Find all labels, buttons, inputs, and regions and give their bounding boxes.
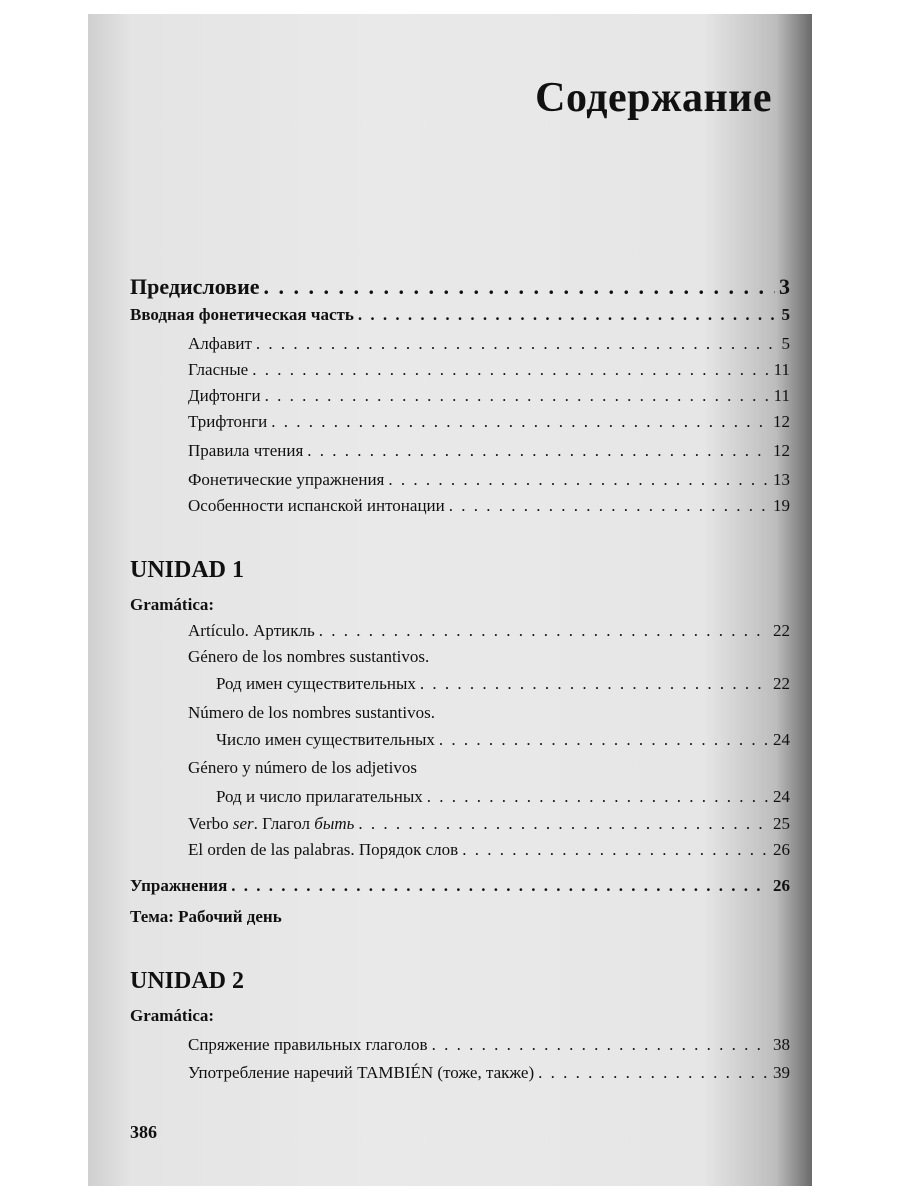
label-part: Verbo [188, 814, 233, 833]
leader-dots [358, 304, 778, 326]
toc-entry [188, 702, 790, 724]
leader-dots [538, 1062, 769, 1084]
entry-label: Правила чтения [188, 441, 304, 460]
toc-entry [216, 729, 790, 751]
entry-page: 5 [781, 305, 790, 324]
entry-label [188, 813, 354, 835]
toc-entry [188, 757, 790, 779]
entry-label: Тема: Рабочий день [130, 907, 282, 926]
entry-page: 24 [773, 730, 790, 749]
entry-label: Число имен существительных [216, 730, 435, 749]
entry-page: 13 [773, 470, 790, 489]
entry-page: 26 [773, 876, 790, 895]
toc-entry [188, 359, 790, 381]
toc-entry-preface [130, 276, 790, 298]
toc-entry [216, 673, 790, 695]
toc-entry-topic [130, 906, 790, 928]
entry-page: 24 [773, 787, 790, 806]
entry-page: 19 [773, 496, 790, 515]
toc-entry-verbo-ser [188, 813, 790, 835]
entry-page: 26 [773, 840, 790, 859]
book-page [88, 14, 812, 1186]
leader-dots [271, 411, 769, 433]
grammar-heading [130, 1005, 790, 1027]
page-title: Содержание [535, 75, 772, 121]
entry-label: Род и число прилагательных [216, 787, 423, 806]
leader-dots [462, 839, 769, 861]
leader-dots [264, 276, 775, 298]
leader-dots [256, 333, 778, 355]
entry-label: Дифтонги [188, 386, 261, 405]
entry-page: 12 [773, 441, 790, 460]
entry-label: Употребление наречий TAMBIÉN (тоже, также) [188, 1063, 535, 1082]
entry-label: Фонетические упражнения [188, 470, 385, 489]
leader-dots [432, 1034, 769, 1056]
entry-page: 12 [773, 412, 790, 431]
entry-page: 11 [773, 360, 790, 379]
entry-page: 11 [773, 386, 790, 405]
unit-2-heading: UNIDAD 2 [130, 968, 244, 994]
entry-label: Artículo. Артикль [188, 621, 315, 640]
toc-entry [188, 620, 790, 642]
leader-dots [439, 729, 769, 751]
entry-page: 38 [773, 1035, 790, 1054]
entry-page: 5 [781, 334, 790, 353]
entry-label: Вводная фонетическая часть [130, 305, 354, 324]
leader-dots [358, 813, 769, 835]
leader-dots [265, 385, 770, 407]
toc-entry [188, 469, 790, 491]
toc-entry [188, 333, 790, 355]
unit-1-heading: UNIDAD 1 [130, 557, 244, 583]
toc-entry [188, 646, 790, 668]
entry-page: 22 [773, 621, 790, 640]
entry-label: Гласные [188, 360, 249, 379]
entry-page: 3 [779, 274, 790, 299]
entry-page: 25 [773, 814, 790, 833]
label-part: . Глагол [253, 814, 315, 833]
toc-entry [188, 839, 790, 861]
leader-dots [231, 875, 769, 897]
entry-label: Gramática: [130, 595, 215, 614]
entry-page: 22 [773, 674, 790, 693]
leader-dots [420, 673, 769, 695]
toc-entry [188, 1034, 790, 1056]
entry-label: Número de los nombres sustantivos. [188, 703, 435, 722]
entry-label: El orden de las palabras. Порядок слов [188, 840, 459, 859]
entry-label: Спряжение правильных глаголов [188, 1035, 428, 1054]
entry-label: Упражнения [130, 876, 228, 895]
entry-label: Género de los nombres sustantivos. [188, 647, 430, 666]
toc-entry-phonetics [130, 304, 790, 326]
leader-dots [319, 620, 769, 642]
label-part-italic: ser [232, 814, 254, 833]
toc-entry [188, 495, 790, 517]
grammar-heading [130, 594, 790, 616]
entry-page: 39 [773, 1063, 790, 1082]
leader-dots [307, 440, 769, 462]
entry-label: Предисловие [130, 274, 260, 299]
toc-entry-exercises [130, 875, 790, 897]
toc-entry [188, 440, 790, 462]
label-part-italic: быть [314, 814, 355, 833]
page-number: 386 [130, 1122, 157, 1142]
leader-dots [427, 786, 769, 808]
leader-dots [388, 469, 769, 491]
leader-dots [252, 359, 769, 381]
entry-label: Género y número de los adjetivos [188, 758, 417, 777]
toc-entry [188, 1062, 790, 1084]
entry-label: Трифтонги [188, 412, 268, 431]
entry-label: Алфавит [188, 334, 252, 353]
toc-entry [188, 385, 790, 407]
entry-label: Род имен существительных [216, 674, 416, 693]
leader-dots [449, 495, 769, 517]
entry-label: Gramática: [130, 1006, 215, 1025]
toc-entry [188, 411, 790, 433]
toc-entry [216, 786, 790, 808]
entry-label: Особенности испанской интонации [188, 496, 445, 515]
